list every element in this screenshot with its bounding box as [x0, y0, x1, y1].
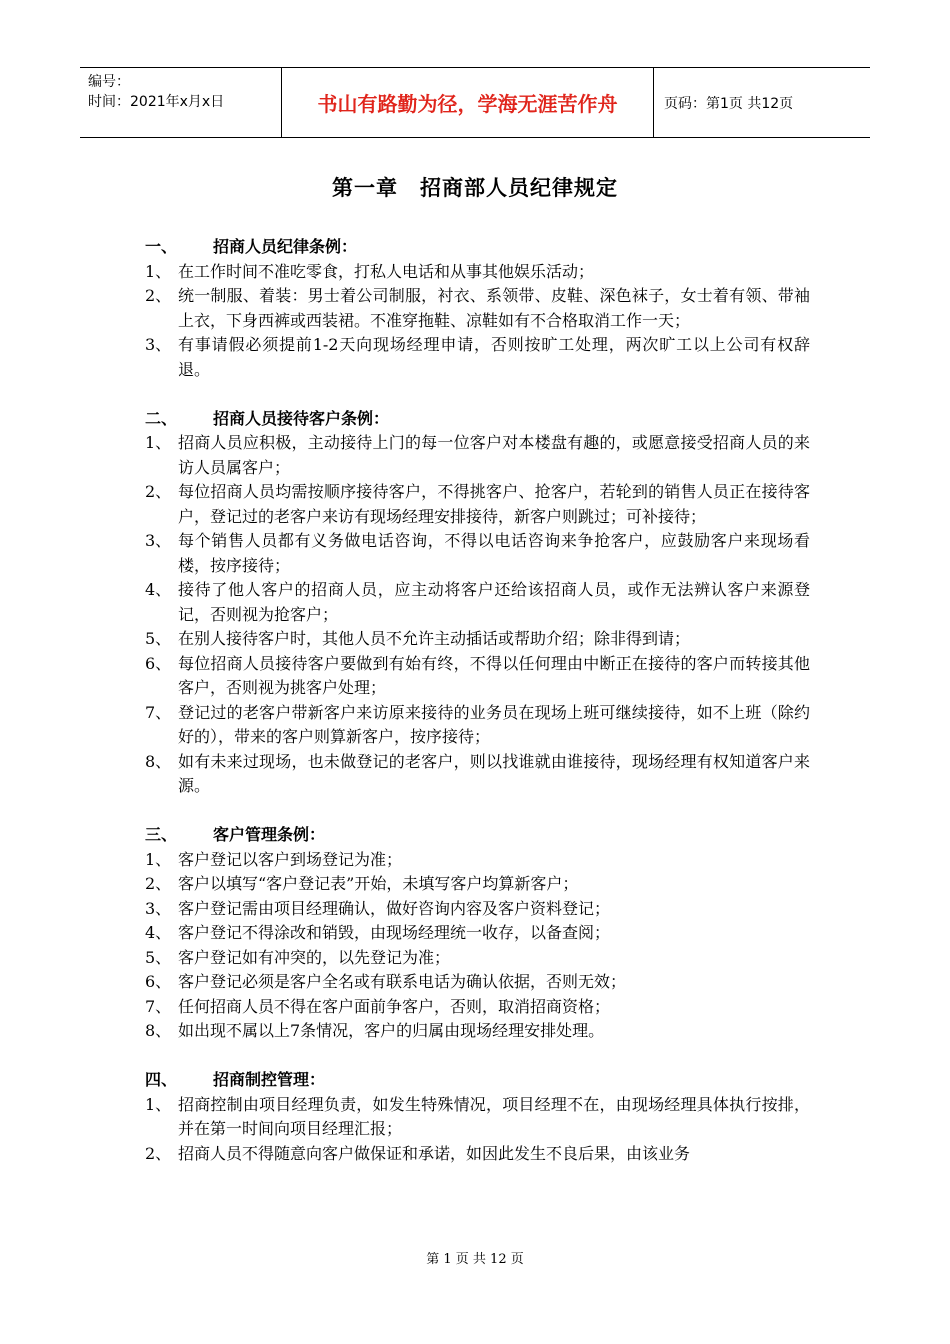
list-item-number: 7、	[145, 996, 172, 1016]
document-body	[145, 235, 810, 1166]
list-item-number: 1、	[145, 433, 172, 452]
list-item-text: 客户以填写“客户登记表”开始，未填写客户均算新客户；	[178, 874, 579, 893]
list-item	[145, 1142, 810, 1167]
list-item-text: 招商控制由项目经理负责，如发生特殊情况，项目经理不在，由现场经理具体执行按排，并在第一时间向项目经理汇报；	[178, 1094, 810, 1138]
list-item	[145, 260, 810, 285]
header-page-info: 页码：第1页 共12页	[664, 95, 794, 112]
section-spacer	[145, 799, 810, 824]
section-spacer	[145, 1044, 810, 1069]
list-item-text: 客户登记不得涂改和销毁，由现场经理统一收存，以备查阅；	[178, 923, 611, 942]
list-item-number: 5、	[145, 629, 172, 648]
list-item-text: 客户登记如有冲突的，以先登记为准；	[178, 947, 451, 967]
document-date: 时间：2021年x月x日	[88, 94, 225, 110]
list-item	[145, 627, 810, 652]
list-item	[145, 1019, 810, 1044]
header-left	[80, 68, 281, 137]
list-item-number: 4、	[145, 580, 172, 599]
list-item-number: 2、	[145, 874, 172, 893]
section-title: 招商人员纪律条例：	[213, 237, 358, 256]
page-footer: 第 1 页 共 12 页	[426, 1252, 524, 1267]
list-item-number: 8、	[145, 751, 172, 771]
list-item-number: 2、	[145, 1143, 172, 1163]
list-item	[145, 970, 810, 995]
section-number: 三、	[145, 825, 178, 844]
list-item-number: 1、	[145, 1094, 172, 1114]
list-item	[145, 848, 810, 873]
list-item	[145, 1093, 810, 1142]
list-item-text: 任何招商人员不得在客户面前争客户，否则，取消招商资格；	[178, 996, 611, 1016]
header-motto: 书山有路勤为径，学海无涯苦作舟	[281, 68, 654, 137]
section-number: 二、	[145, 408, 178, 428]
list-item-number: 1、	[145, 261, 172, 281]
section-heading	[145, 823, 810, 848]
section-number: 一、	[145, 237, 178, 256]
section-heading	[145, 235, 810, 260]
list-item	[145, 750, 810, 799]
list-item	[145, 578, 810, 627]
list-item-text: 客户登记需由项目经理确认，做好咨询内容及客户资料登记；	[178, 898, 611, 918]
list-item-number: 6、	[145, 653, 172, 673]
section-spacer	[145, 382, 810, 407]
list-item	[145, 480, 810, 529]
list-item-number: 1、	[145, 849, 172, 869]
list-item	[145, 946, 810, 971]
list-item-text: 在工作时间不准吃零食，打私人电话和从事其他娱乐活动；	[178, 261, 595, 281]
list-item-number: 6、	[145, 972, 172, 991]
list-item	[145, 652, 810, 701]
list-item-number: 8、	[145, 1021, 172, 1040]
list-item-text: 登记过的老客户带新客户来访原来接待的业务员在现场上班可继续接待，如不上班（除约好的），带来的客户则算新客户，按序接待；	[178, 702, 810, 746]
list-item	[145, 529, 810, 578]
section-heading	[145, 407, 810, 432]
list-item-number: 7、	[145, 702, 172, 722]
list-item-text: 统一制服、着装：男士着公司制服，衬衣、系领带、皮鞋、深色袜子，女士着有领、带袖上衣，下身西裤或西装裙。不准穿拖鞋、凉鞋如有不合格取消工作一天；	[178, 286, 810, 330]
list-item	[145, 872, 810, 897]
list-item-number: 5、	[145, 947, 172, 967]
list-item-text: 客户登记必须是客户全名或有联系电话为确认依据，否则无效；	[178, 972, 627, 991]
list-item	[145, 897, 810, 922]
section-title: 招商制控管理：	[213, 1070, 326, 1089]
list-item-text: 每位招商人员均需按顺序接待客户，不得挑客户、抢客户，若轮到的销售人员正在接待客户，登记过的老客户来访有现场经理安排接待，新客户则跳过；可补接待；	[178, 482, 810, 526]
list-item-number: 2、	[145, 286, 172, 305]
list-item-text: 接待了他人客户的招商人员，应主动将客户还给该招商人员，或作无法辨认客户来源登记，否则视为抢客户；	[178, 580, 810, 624]
chapter-title: 第一章 招商部人员纪律规定	[332, 176, 618, 200]
list-item	[145, 333, 810, 382]
list-item	[145, 284, 810, 333]
list-item-text: 每个销售人员都有义务做电话咨询，不得以电话咨询来争抢客户，应鼓励客户来现场看楼，按序接待；	[178, 531, 810, 575]
list-item-text: 招商人员不得随意向客户做保证和承诺，如因此发生不良后果，由该业务	[178, 1143, 691, 1163]
list-item	[145, 995, 810, 1020]
list-item-number: 3、	[145, 335, 172, 354]
section-heading	[145, 1068, 810, 1093]
list-item-text: 如有未来过现场，也未做登记的老客户，则以找谁就由谁接待，现场经理有权知道客户来源。	[178, 751, 810, 795]
list-item-text: 如出现不属以上7条情况，客户的归属由现场经理安排处理。	[178, 1021, 605, 1040]
section-number: 四、	[145, 1070, 178, 1089]
list-item-number: 3、	[145, 531, 172, 550]
section-title: 招商人员接待客户条例：	[213, 408, 390, 428]
list-item-text: 在别人接待客户时，其他人员不允许主动插话或帮助介绍；除非得到请；	[178, 629, 691, 648]
list-item	[145, 431, 810, 480]
list-item-number: 3、	[145, 898, 172, 918]
list-item-number: 2、	[145, 482, 172, 501]
list-item	[145, 701, 810, 750]
list-item-number: 4、	[145, 923, 172, 942]
list-item-text: 有事请假必须提前1-2天向现场经理申请，否则按旷工处理，两次旷工以上公司有权辞退。	[178, 335, 810, 379]
section-title: 客户管理条例：	[213, 825, 326, 844]
list-item-text: 招商人员应积极，主动接待上门的每一位客户对本楼盘有趣的，或愿意接受招商人员的来访人员属客户；	[178, 433, 810, 477]
list-item-text: 每位招商人员接待客户要做到有始有终，不得以任何理由中断正在接待的客户而转接其他客户，否则视为挑客户处理；	[178, 653, 810, 697]
document-number-label: 编号：	[88, 74, 130, 90]
list-item-text: 客户登记以客户到场登记为准；	[178, 849, 403, 869]
page-header	[80, 67, 870, 138]
list-item	[145, 921, 810, 946]
